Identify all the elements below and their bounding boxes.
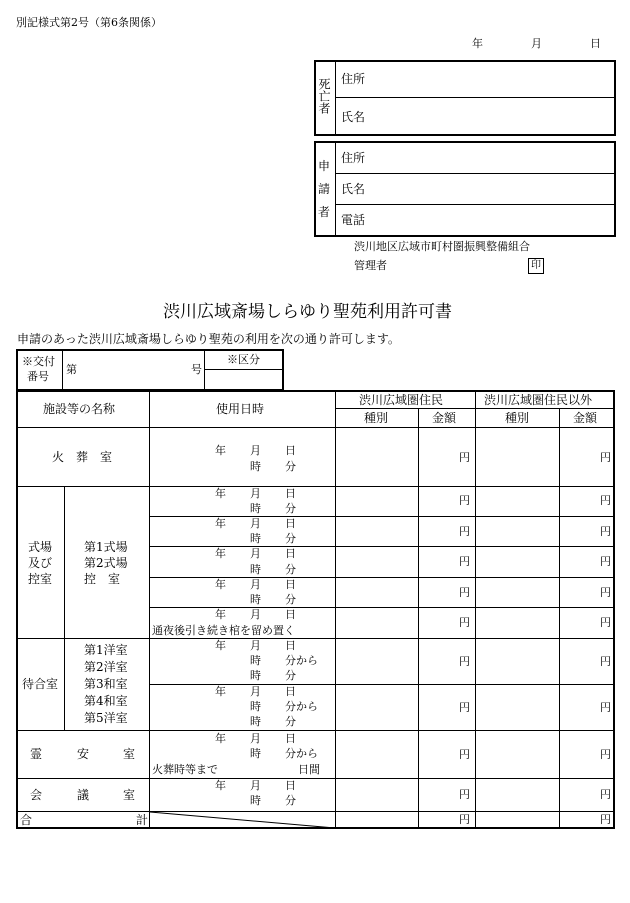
yen-resident-ceremony-4: 円 — [459, 586, 470, 599]
deceased-address-field[interactable] — [370, 62, 614, 96]
waiting-2-year: 年 — [215, 685, 226, 698]
datetime-header: 使用日時 — [216, 402, 265, 416]
deceased-address-label: 住所 — [341, 72, 366, 86]
yen-nonresident-meeting: 円 — [600, 788, 611, 801]
applicant-label-2: 請 — [318, 182, 331, 196]
reian-year: 年 — [215, 732, 226, 745]
ceremony-group-label-2: 及び — [28, 556, 53, 570]
ceremony-1-hour: 時 — [250, 502, 261, 515]
reian-room-label-2: 安 — [77, 747, 90, 761]
issue-no-label-2: 番号 — [27, 370, 49, 383]
ceremony-1-minute: 分 — [285, 502, 296, 515]
page-title: 渋川広域斎場しらゆり聖苑利用許可書 — [163, 302, 452, 322]
ceremony-4-hour: 時 — [250, 593, 261, 606]
total-label-1: 合 — [20, 813, 33, 827]
applicant-label-3: 者 — [318, 205, 331, 219]
waiting-1-hour-to: 時 — [250, 669, 261, 682]
issuer-organization: 渋川地区広域市町村圏振興整備組合 — [354, 240, 530, 253]
meeting-day: 日 — [285, 779, 296, 792]
waiting-group-label: 待合室 — [22, 677, 59, 691]
ceremony-4-minute: 分 — [285, 593, 296, 606]
cremation-hour: 時 — [250, 460, 261, 473]
reian-room-label-3: 室 — [123, 747, 136, 761]
ceremony-2-day: 日 — [285, 517, 296, 530]
cremation-room-label: 火 葬 室 — [52, 450, 113, 464]
ceremony-4-day: 日 — [285, 578, 296, 591]
waiting-2-hour-from: 時 — [250, 700, 261, 713]
resident-header: 渋川広域圏住民 — [359, 393, 444, 407]
ceremony-4-year: 年 — [215, 578, 226, 591]
nonresident-header: 渋川広域圏住民以外 — [484, 393, 593, 407]
total-diagonal — [150, 812, 335, 828]
waiting-1-minute-from: 分から — [285, 654, 318, 667]
category-field[interactable] — [206, 371, 282, 389]
ceremony-2-hour: 時 — [250, 532, 261, 545]
ceremony-2-month: 月 — [250, 517, 261, 530]
waiting-2-hour-to: 時 — [250, 715, 261, 728]
ceremony-5-year: 年 — [215, 608, 226, 621]
yen-resident-ceremony-3: 円 — [459, 555, 470, 568]
meeting-year: 年 — [215, 779, 226, 792]
date-day-label: 日 — [590, 37, 601, 50]
reian-month: 月 — [250, 732, 261, 745]
reian-day: 日 — [285, 732, 296, 745]
yen-resident-cremation: 円 — [459, 451, 470, 464]
ceremony-room-1: 第1式場 — [84, 540, 128, 554]
waiting-room-3: 第3和室 — [84, 677, 128, 691]
resident-amount-header: 金額 — [432, 411, 457, 425]
ceremony-3-day: 日 — [285, 547, 296, 560]
ceremony-3-month: 月 — [250, 547, 261, 560]
ceremony-4-month: 月 — [250, 578, 261, 591]
ceremony-3-minute: 分 — [285, 563, 296, 576]
yen-resident-ceremony-2: 円 — [459, 525, 470, 538]
meeting-room-label-2: 議 — [77, 788, 90, 802]
issue-go: 号 — [191, 363, 202, 376]
waiting-1-hour-from: 時 — [250, 654, 261, 667]
facility-header: 施設等の名称 — [43, 402, 116, 416]
waiting-2-minute-to: 分 — [285, 715, 296, 728]
yen-nonresident-ceremony-4: 円 — [600, 586, 611, 599]
ceremony-5-day: 日 — [285, 608, 296, 621]
yen-nonresident-cremation: 円 — [600, 451, 611, 464]
ceremony-3-year: 年 — [215, 547, 226, 560]
seal-mark: 印 — [528, 258, 544, 274]
yen-nonresident-waiting-2: 円 — [600, 701, 611, 714]
meeting-room-label-3: 室 — [123, 788, 136, 802]
waiting-room-4: 第4和室 — [84, 694, 128, 708]
yen-nonresident-ceremony-2: 円 — [600, 525, 611, 538]
resident-type-header: 種別 — [364, 411, 389, 425]
yen-resident-reian: 円 — [459, 748, 470, 761]
deceased-name-field[interactable] — [370, 99, 614, 134]
cremation-minute: 分 — [285, 460, 296, 473]
applicant-label-1: 申 — [318, 159, 331, 173]
reian-note: 火葬時等まで — [152, 763, 218, 776]
category-label: ※区分 — [227, 353, 260, 366]
total-label-2: 計 — [136, 813, 149, 827]
cremation-day: 日 — [285, 444, 296, 457]
issuer-manager: 管理者 — [354, 259, 387, 272]
yen-nonresident-waiting-1: 円 — [600, 655, 611, 668]
yen-resident-ceremony-1: 円 — [459, 494, 470, 507]
ceremony-1-day: 日 — [285, 487, 296, 500]
yen-resident-ceremony-5: 円 — [459, 616, 470, 629]
ceremony-5-month: 月 — [250, 608, 261, 621]
issue-dai: 第 — [66, 363, 77, 376]
yen-nonresident-ceremony-3: 円 — [600, 555, 611, 568]
ceremony-3-hour: 時 — [250, 563, 261, 576]
meeting-hour: 時 — [250, 794, 261, 807]
ceremony-1-year: 年 — [215, 487, 226, 500]
applicant-address-field[interactable] — [370, 143, 614, 172]
waiting-1-month: 月 — [250, 639, 261, 652]
yen-nonresident-ceremony-5: 円 — [600, 616, 611, 629]
yen-nonresident-ceremony-1: 円 — [600, 494, 611, 507]
waiting-room-5: 第5洋室 — [84, 711, 128, 725]
yen-resident-total: 円 — [459, 813, 470, 826]
waiting-room-2: 第2洋室 — [84, 660, 128, 674]
yen-resident-waiting-1: 円 — [459, 655, 470, 668]
waiting-room-1: 第1洋室 — [84, 643, 128, 657]
applicant-phone-label: 電話 — [341, 213, 366, 227]
deceased-label: 死亡者 — [317, 78, 331, 114]
ceremony-group-label-1: 式場 — [28, 540, 53, 554]
meeting-month: 月 — [250, 779, 261, 792]
ceremony-2-minute: 分 — [285, 532, 296, 545]
ceremony-room-2: 第2式場 — [84, 556, 128, 570]
cremation-year: 年 — [215, 444, 226, 457]
deceased-name-label: 氏名 — [341, 110, 366, 124]
waiting-2-day: 日 — [285, 685, 296, 698]
ceremony-room-3: 控 室 — [84, 572, 121, 586]
cremation-month: 月 — [250, 444, 261, 457]
reian-minute-from: 分から — [285, 747, 318, 760]
yen-nonresident-reian: 円 — [600, 748, 611, 761]
issue-number-field[interactable] — [80, 351, 188, 389]
applicant-name-label: 氏名 — [341, 182, 366, 196]
waiting-2-minute-from: 分から — [285, 700, 318, 713]
reian-room-label-1: 霊 — [30, 747, 43, 761]
waiting-2-month: 月 — [250, 685, 261, 698]
date-month-label: 月 — [531, 37, 542, 50]
applicant-phone-field[interactable] — [370, 205, 614, 235]
ceremony-2-year: 年 — [215, 517, 226, 530]
issue-no-label-1: ※交付 — [22, 355, 55, 368]
form-reference: 別記様式第2号（第6条関係） — [16, 16, 162, 29]
yen-nonresident-total: 円 — [600, 813, 611, 826]
nonresident-amount-header: 金額 — [573, 411, 598, 425]
ceremony-1-month: 月 — [250, 487, 261, 500]
applicant-name-field[interactable] — [370, 174, 614, 203]
nonresident-type-header: 種別 — [505, 411, 530, 425]
reian-days: 日間 — [298, 763, 320, 776]
applicant-address-label: 住所 — [341, 151, 366, 165]
reian-hour: 時 — [250, 747, 261, 760]
overnight-note: 通夜後引き続き棺を留め置く — [152, 624, 295, 637]
yen-resident-waiting-2: 円 — [459, 701, 470, 714]
waiting-1-day: 日 — [285, 639, 296, 652]
meeting-room-label-1: 会 — [30, 788, 43, 802]
yen-resident-meeting: 円 — [459, 788, 470, 801]
waiting-1-minute-to: 分 — [285, 669, 296, 682]
meeting-minute: 分 — [285, 794, 296, 807]
permit-statement: 申請のあった渋川広域斎場しらゆり聖苑の利用を次の通り許可します。 — [17, 332, 400, 346]
ceremony-group-label-3: 控室 — [28, 572, 53, 586]
date-year-label: 年 — [472, 37, 483, 50]
waiting-1-year: 年 — [215, 639, 226, 652]
